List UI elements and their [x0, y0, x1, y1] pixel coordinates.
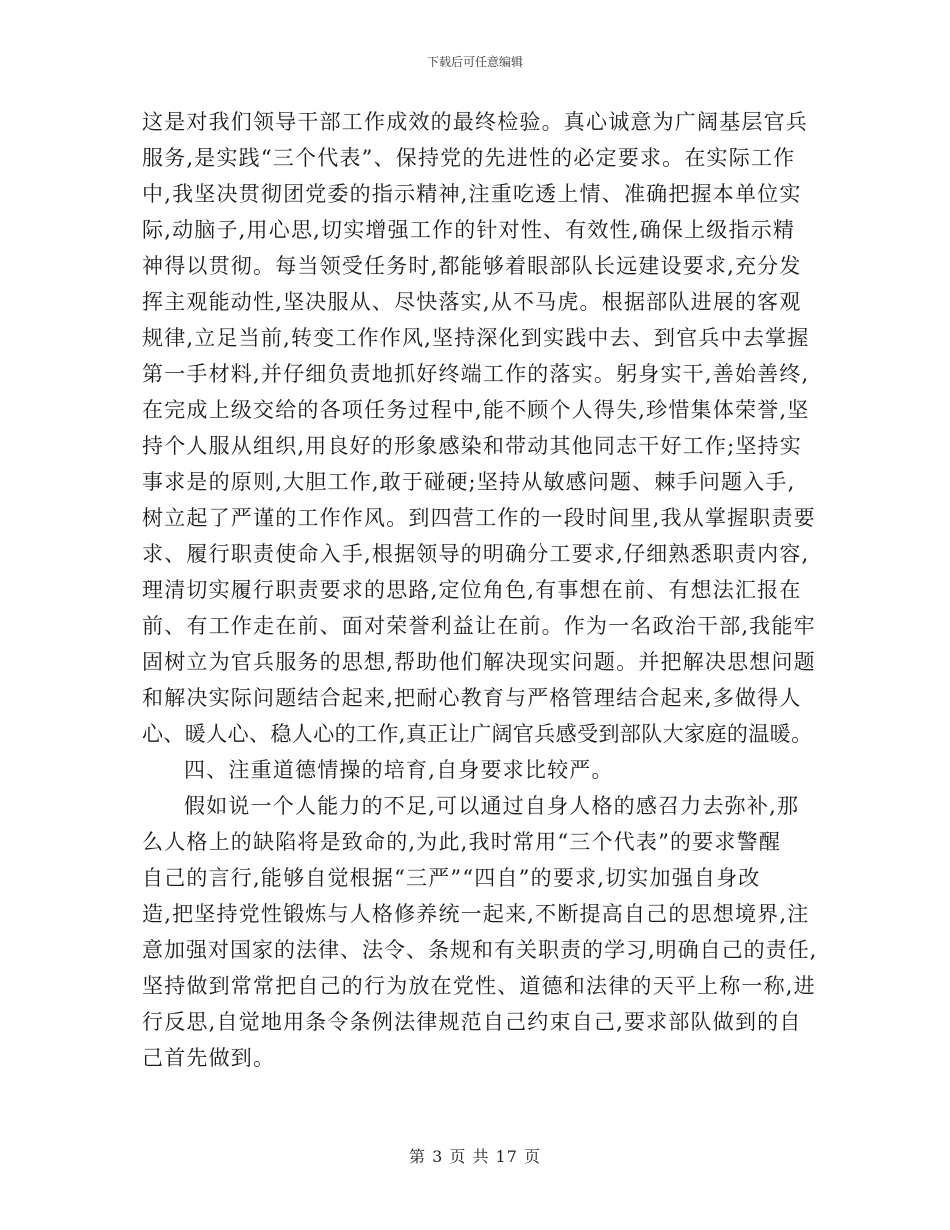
text-line: 第一手材料,并仔细负责地抓好终端工作的落实。躬身实干,善始善终, [142, 362, 810, 386]
text-line: 造,把坚持党性锻炼与人格修养统一起来,不断提高自己的思想境界,注 [142, 902, 810, 926]
text-line: 中,我坚决贯彻团党委的指示精神,注重吃透上情、准确把握本单位实 [142, 182, 802, 206]
text-line: 在完成上级交给的各项任务过程中,能不顾个人得失,珍惜集体荣誉,坚 [142, 398, 810, 422]
text-line: 么人格上的缺陷将是致命的,为此,我时常用“三个代表”的要求警醒 [142, 830, 782, 854]
text-line: 四、注重道德情操的培育,自身要求比较严。 [184, 758, 614, 782]
text-line: 求、履行职责使命入手,根据领导的明确分工要求,仔细熟悉职责内容, [142, 542, 810, 566]
text-line: 树立起了严谨的工作作风。到四营工作的一段时间里,我从掌握职责要 [142, 506, 816, 530]
text-line: 和解决实际问题结合起来,把耐心教育与严格管理结合起来,多做得人 [142, 686, 802, 710]
text-line: 际,动脑子,用心思,切实增强工作的针对性、有效性,确保上级指示精 [142, 218, 796, 242]
text-line: 自己的言行,能够自觉根据“三严”“四自”的要求,切实加强自身改 [142, 866, 761, 890]
text-line: 假如说一个人能力的不足,可以通过自身人格的感召力去弥补,那 [184, 794, 800, 818]
text-line: 意加强对国家的法律、法令、条规和有关职责的学习,明确自己的责任, [142, 938, 818, 962]
text-line: 固树立为官兵服务的思想,帮助他们解决现实问题。并把解决思想问题 [142, 650, 816, 674]
text-line: 行反思,自觉地用条令条例法律规范自己约束自己,要求部队做到的自 [142, 1010, 802, 1034]
text-line: 服务,是实践“三个代表”、保持党的先进性的必定要求。在实际工作 [142, 146, 796, 170]
text-line: 理清切实履行职责要求的思路,定位角色,有事想在前、有想法汇报在 [142, 578, 802, 602]
text-line: 前、有工作走在前、面对荣誉利益让在前。作为一名政治干部,我能牢 [142, 614, 816, 638]
page-header: 下载后可任意编辑 [426, 55, 523, 69]
text-line: 规律,立足当前,转变工作作风,坚持深化到实践中去、到官兵中去掌握 [142, 326, 810, 350]
page-number-footer: 第 3 页 共 17 页 [409, 1147, 541, 1166]
text-line: 己首先做到。 [142, 1046, 276, 1070]
text-line: 事求是的原则,大胆工作,敢于碰硬;坚持从敏感问题、棘手问题入手, [142, 470, 796, 494]
text-line: 坚持做到常常把自己的行为放在党性、道德和法律的天平上称一称,进 [142, 974, 816, 998]
text-line: 心、暖人心、稳人心的工作,真正让广阔官兵感受到部队大家庭的温暖。 [142, 722, 813, 746]
text-line: 挥主观能动性,坚决服从、尽快落实,从不马虎。根据部队进展的客观 [142, 290, 802, 314]
text-line: 持个人服从组织,用良好的形象感染和带动其他同志干好工作;坚持实 [142, 434, 802, 458]
text-line: 神得以贯彻。每当领受任务时,都能够着眼部队长远建设要求,充分发 [142, 254, 802, 278]
document-body [142, 104, 818, 1076]
text-line: 这是对我们领导干部工作成效的最终检验。真心诚意为广阔基层官兵 [142, 110, 808, 134]
